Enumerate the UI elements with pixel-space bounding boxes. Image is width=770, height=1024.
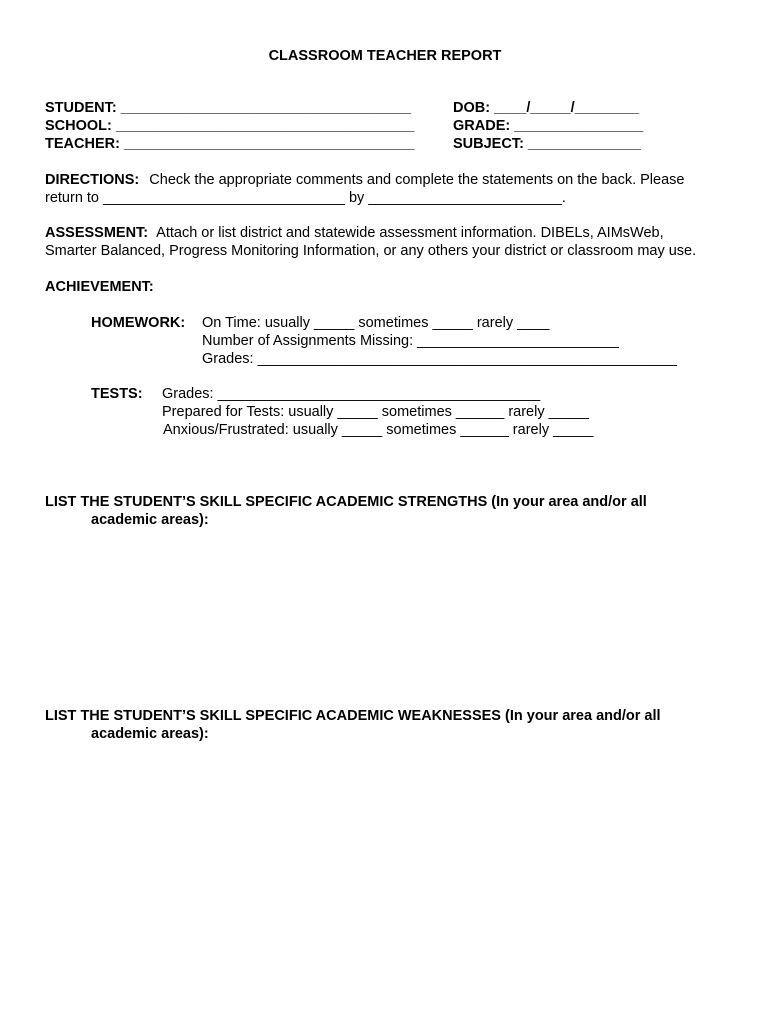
homework-grades[interactable]: Grades: ____________________________________________________ xyxy=(202,351,677,367)
teacher-field[interactable]: TEACHER: ____________________________________ xyxy=(45,136,415,152)
tests-prepared[interactable]: Prepared for Tests: usually _____ sometimes ______ rarely _____ xyxy=(162,404,589,420)
dob-field[interactable]: DOB: ____/_____/________ xyxy=(453,100,640,116)
directions-label: DIRECTIONS: xyxy=(45,172,140,188)
homework-missing[interactable]: Number of Assignments Missing: _________________________ xyxy=(202,333,619,349)
directions-line2[interactable]: return to ______________________________ by ________________________. xyxy=(45,190,566,206)
subject-field[interactable]: SUBJECT: ______________ xyxy=(453,136,641,152)
weaknesses-heading-cont: academic areas): xyxy=(91,726,209,742)
tests-label: TESTS: xyxy=(91,386,143,402)
tests-grades[interactable]: Grades: ________________________________________ xyxy=(162,386,541,402)
school-field[interactable]: SCHOOL: _____________________________________ xyxy=(45,118,415,134)
achievement-heading: ACHIEVEMENT: xyxy=(45,279,154,295)
directions-line1 xyxy=(45,171,684,189)
student-field[interactable]: STUDENT: ____________________________________ xyxy=(45,100,412,116)
assessment-line1 xyxy=(45,224,664,242)
tests-anxious[interactable]: Anxious/Frustrated: usually _____ sometimes ______ rarely _____ xyxy=(163,422,594,438)
assessment-label: ASSESSMENT: xyxy=(45,225,149,241)
homework-on-time[interactable]: On Time: usually _____ sometimes _____ rarely ____ xyxy=(202,315,550,331)
page-title: CLASSROOM TEACHER REPORT xyxy=(268,48,502,64)
directions-text1: Check the appropriate comments and complete the statements on the back. Please xyxy=(149,172,685,188)
grade-field[interactable]: GRADE: ________________ xyxy=(453,118,644,134)
strengths-heading-cont: academic areas): xyxy=(91,512,209,528)
homework-label: HOMEWORK: xyxy=(91,315,186,331)
assessment-line2: Smarter Balanced, Progress Monitoring Information, or any others your district or classroom may use. xyxy=(45,243,697,259)
strengths-heading: LIST THE STUDENT’S SKILL SPECIFIC ACADEMIC STRENGTHS (In your area and/or all xyxy=(45,494,647,510)
weaknesses-heading: LIST THE STUDENT’S SKILL SPECIFIC ACADEMIC WEAKNESSES (In your area and/or all xyxy=(45,708,661,724)
assessment-text1: Attach or list district and statewide assessment information. DIBELs, AIMsWeb, xyxy=(156,225,664,241)
